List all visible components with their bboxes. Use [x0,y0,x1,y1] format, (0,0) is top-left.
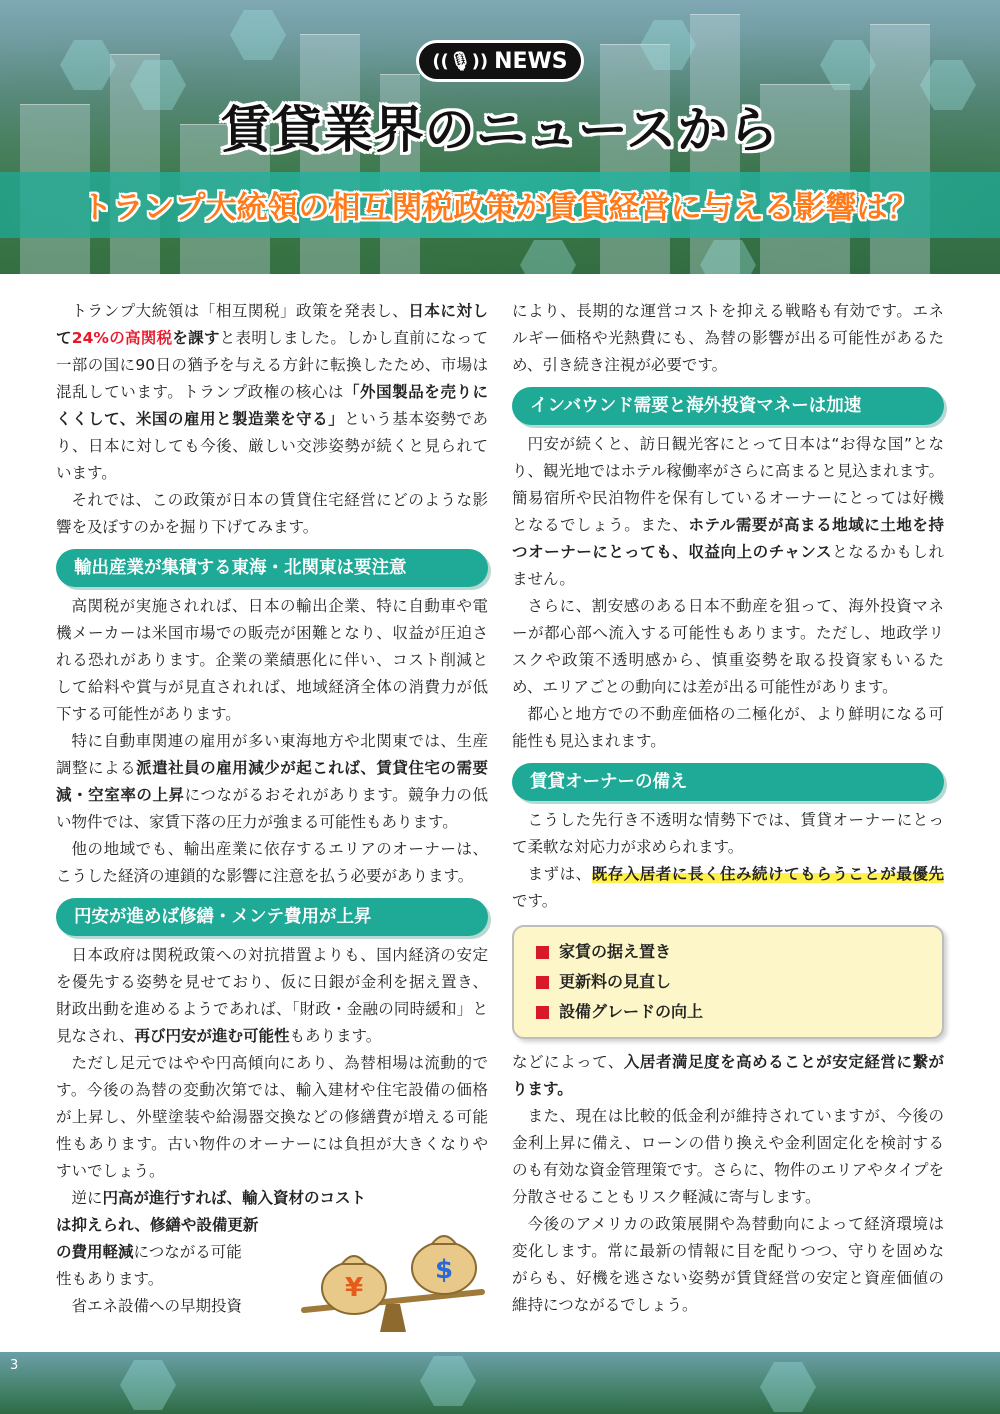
bullet-square-icon [536,1006,549,1019]
list-item: 家賃の据え置き [536,937,920,967]
body-paragraph: ただし足元ではやや円高傾向にあり、為替相場は流動的です。今後の為替の変動次第では、輸入建材や住宅設備の価格が上昇し、外壁塗装や給湯器交換などの修繕費が増える可能性もあります。古い物件のオーナーには負担が大きくなりやすいでしょう。 [56,1054,488,1180]
right-column [512,298,944,1319]
money-scale-icon [298,1228,488,1338]
list-item: 設備グレードの向上 [536,997,920,1027]
bullet-square-icon [536,946,549,959]
section-heading-export: 輸出産業が集積する東海・北関東は要注意 [56,549,488,587]
intro-paragraph: それでは、この政策が日本の賃貸住宅経営にどのような影響を及ぼすのかを掘り下げてみます。 [56,491,488,536]
dollar-symbol: $ [434,1255,454,1285]
yen-symbol: ¥ [344,1273,364,1303]
body-paragraph: 都心と地方での不動産価格の二極化が、より鮮明になる可能性も見込まれます。 [512,705,944,750]
body-paragraph: 高関税が実施されれば、日本の輸出企業、特に自動車や電機メーカーは米国市場での販売が困難となり、収益が圧迫される恐れがあります。企業の業績悪化に伴い、コスト削減として給料や賞与が見直されれば、地域経済全体の消費力が低下する可能性があります。 [56,597,488,723]
section-heading-owner-prep: 賃貸オーナーの備え [512,763,944,801]
body-paragraph: また、現在は比較的低金利が維持されていますが、今後の金利上昇に備え、ローンの借り換えや金利固定化を検討するのも有効な資金管理策です。さらに、物件のエリアやタイプを分散させることもリスク軽減に寄与します。 [512,1107,944,1206]
body-paragraph: さらに、割安感のある日本不動産を狙って、海外投資マネーが都心部へ流入する可能性もあります。ただし、地政学リスクや政策不透明感から、慎重姿勢を取る投資家もいるため、エリアごとの動向には差が出る可能性があります。 [512,597,944,696]
header-banner [0,0,1000,274]
body-paragraph: などによって、入居者満足度を高めることが安定経営に繋がります。 [512,1053,944,1098]
body-paragraph: まずは、既存入居者に長く住み続けてもらうことが最優先です。 [512,865,944,910]
article-headline: トランプ大統領の相互関税政策が賃貸経営に与える影響は？ [81,190,919,226]
page-number: 3 [10,1358,19,1373]
intro-paragraph: トランプ大統領は「相互関税」政策を発表し、日本に対して24%の高関税を課すと表明しました。しかし直前になって一部の国に90日の猶予を与える方針に転換したため、市場は混乱しています。トランプ政権の核心は「外国製品を売りにくくして、米国の雇用と製造業を守る」という基本姿勢であり、日本に対しても今後、厳しい交渉姿勢が続くと見られています。 [56,302,488,482]
section-heading-weak-yen: 円安が進めば修繕・メンテ費用が上昇 [56,898,488,936]
body-paragraph: 他の地域でも、輸出産業に依存するエリアのオーナーは、こうした経済の連鎖的な影響に注意を払う必要があります。 [56,840,488,885]
news-badge [416,40,584,82]
wrap-text: 逆に円高が進行すれば、輸入資材のコスト は抑えられ、修繕や設備更新 の費用軽減につながる可能 性もあります。 省エネ設備への早期投資 [56,1189,367,1315]
list-item: 更新料の見直し [536,967,920,997]
left-column [56,298,488,1320]
body-paragraph: 特に自動車関連の雇用が多い東海地方や北関東では、生産調整による派遣社員の雇用減少が起これば、賃貸住宅の需要減・空室率の上昇につながるおそれがあります。競争力の低い物件では、家賃下落の圧力が強まる可能性もあります。 [56,732,488,831]
body-paragraph: こうした先行き不透明な情勢下では、賃貸オーナーにとって柔軟な対応力が求められます。 [512,811,944,856]
page-title: 賃貸業界のニュースから [220,101,780,159]
body-paragraph: により、長期的な運営コストを抑える戦略も有効です。エネルギー価格や光熱費にも、為替の影響が出る可能性があるため、引き続き注視が必要です。 [512,302,944,374]
microphone-icon: ((🎙)) [432,50,489,72]
footer-banner [0,1352,1000,1414]
body-paragraph: 円安が続くと、訪日観光客にとって日本は“お得な国”となり、観光地ではホテル稼働率がさらに高まると見込まれます。簡易宿所や民泊物件を保有しているオーナーにとっては好機となるでしょう。また、ホテル需要が高まる地域に土地を持つオーナーにとっても、収益向上のチャンスとなるかもしれません。 [512,435,944,588]
bullet-square-icon [536,976,549,989]
body-paragraph: 今後のアメリカの政策展開や為替動向によって経済環境は変化します。常に最新の情報に目を配りつつ、守りを固めながらも、好機を逃さない姿勢が賃貸経営の安定と資産価値の維持につながるでしょう。 [512,1215,944,1314]
measures-box [512,925,944,1039]
body-paragraph: 日本政府は関税政策への対抗措置よりも、国内経済の安定を優先する姿勢を見せており、仮に日銀が金利を据え置き、財政出動を進めるようであれば、「財政・金融の同時緩和」と見なされ、再び円安が進む可能性もあります。 [56,946,488,1045]
section-heading-inbound: インバウンド需要と海外投資マネーは加速 [512,387,944,425]
news-badge-label: NEWS [494,48,568,74]
